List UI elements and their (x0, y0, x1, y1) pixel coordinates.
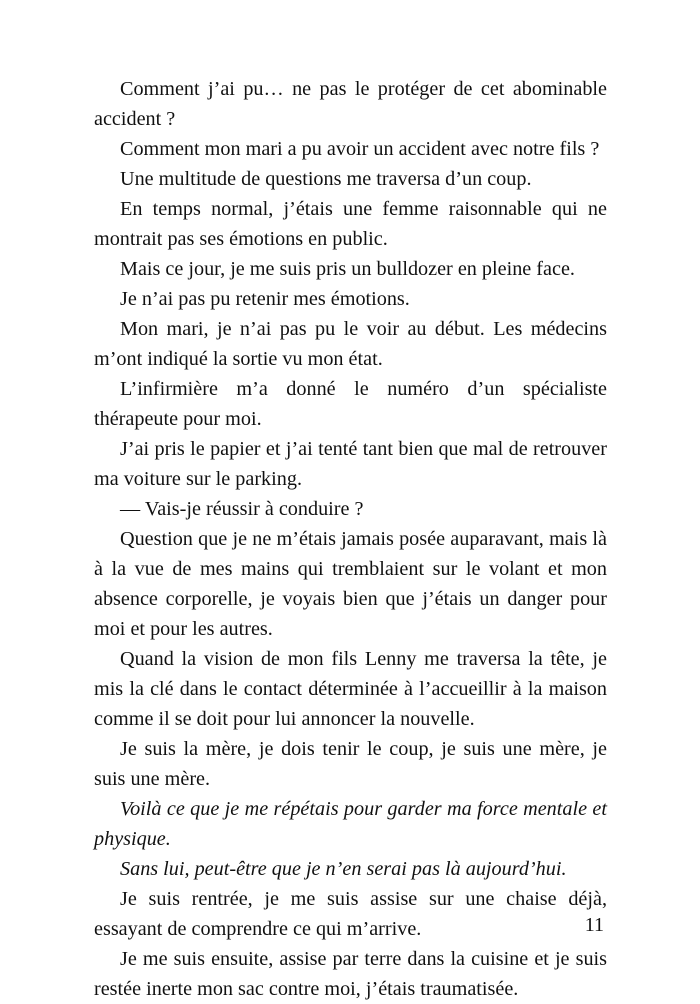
paragraph-11: Question que je ne m’étais jamais posée auparavant, mais là à la vue de mes mains qui tremblaient sur le volant et mon absence corporelle, je voyais bien que j’étais un danger pour moi et pour les autres. (94, 528, 607, 640)
paragraph-6: Je n’ai pas pu retenir mes émotions. (120, 288, 410, 310)
paragraph-8: L’infirmière m’a donné le numéro d’un spécialiste thérapeute pour moi. (94, 378, 607, 430)
paragraph-17: Je me suis ensuite, assise par terre dans la cuisine et je suis restée inerte mon sac contre moi, j’étais traumatisée. (94, 948, 607, 1000)
paragraph-7: Mon mari, je n’ai pas pu le voir au début. Les médecins m’ont indiqué la sortie vu mon état. (94, 318, 607, 370)
paragraph-15-italic: Sans lui, peut-être que je n’en serai pas là aujourd’hui. (120, 858, 567, 880)
page-number: 11 (584, 914, 604, 936)
paragraph-5: Mais ce jour, je me suis pris un bulldozer en pleine face. (120, 258, 575, 280)
paragraph-13: Je suis la mère, je dois tenir le coup, je suis une mère, je suis une mère. (94, 738, 607, 790)
paragraph-12: Quand la vision de mon fils Lenny me traversa la tête, je mis la clé dans le contact déterminée à l’accueillir à la maison comme il se doit pour lui annoncer la nouvelle. (94, 648, 607, 730)
body-text (94, 74, 607, 1004)
paragraph-1: Comment j’ai pu… ne pas le protéger de cet abominable accident ? (94, 78, 607, 130)
paragraph-4: En temps normal, j’étais une femme raisonnable qui ne montrait pas ses émotions en public. (94, 198, 607, 250)
paragraph-3: Une multitude de questions me traversa d’un coup. (120, 168, 532, 190)
paragraph-16: Je suis rentrée, je me suis assise sur une chaise déjà, essayant de comprendre ce qui m’arrive. (94, 888, 607, 940)
paragraph-10-dialogue: — Vais-je réussir à conduire ? (120, 498, 364, 520)
paragraph-2: Comment mon mari a pu avoir un accident avec notre fils ? (120, 138, 600, 160)
paragraph-9: J’ai pris le papier et j’ai tenté tant bien que mal de retrouver ma voiture sur le parking. (94, 438, 607, 490)
paragraph-14-italic: Voilà ce que je me répétais pour garder ma force mentale et physique. (94, 798, 607, 850)
